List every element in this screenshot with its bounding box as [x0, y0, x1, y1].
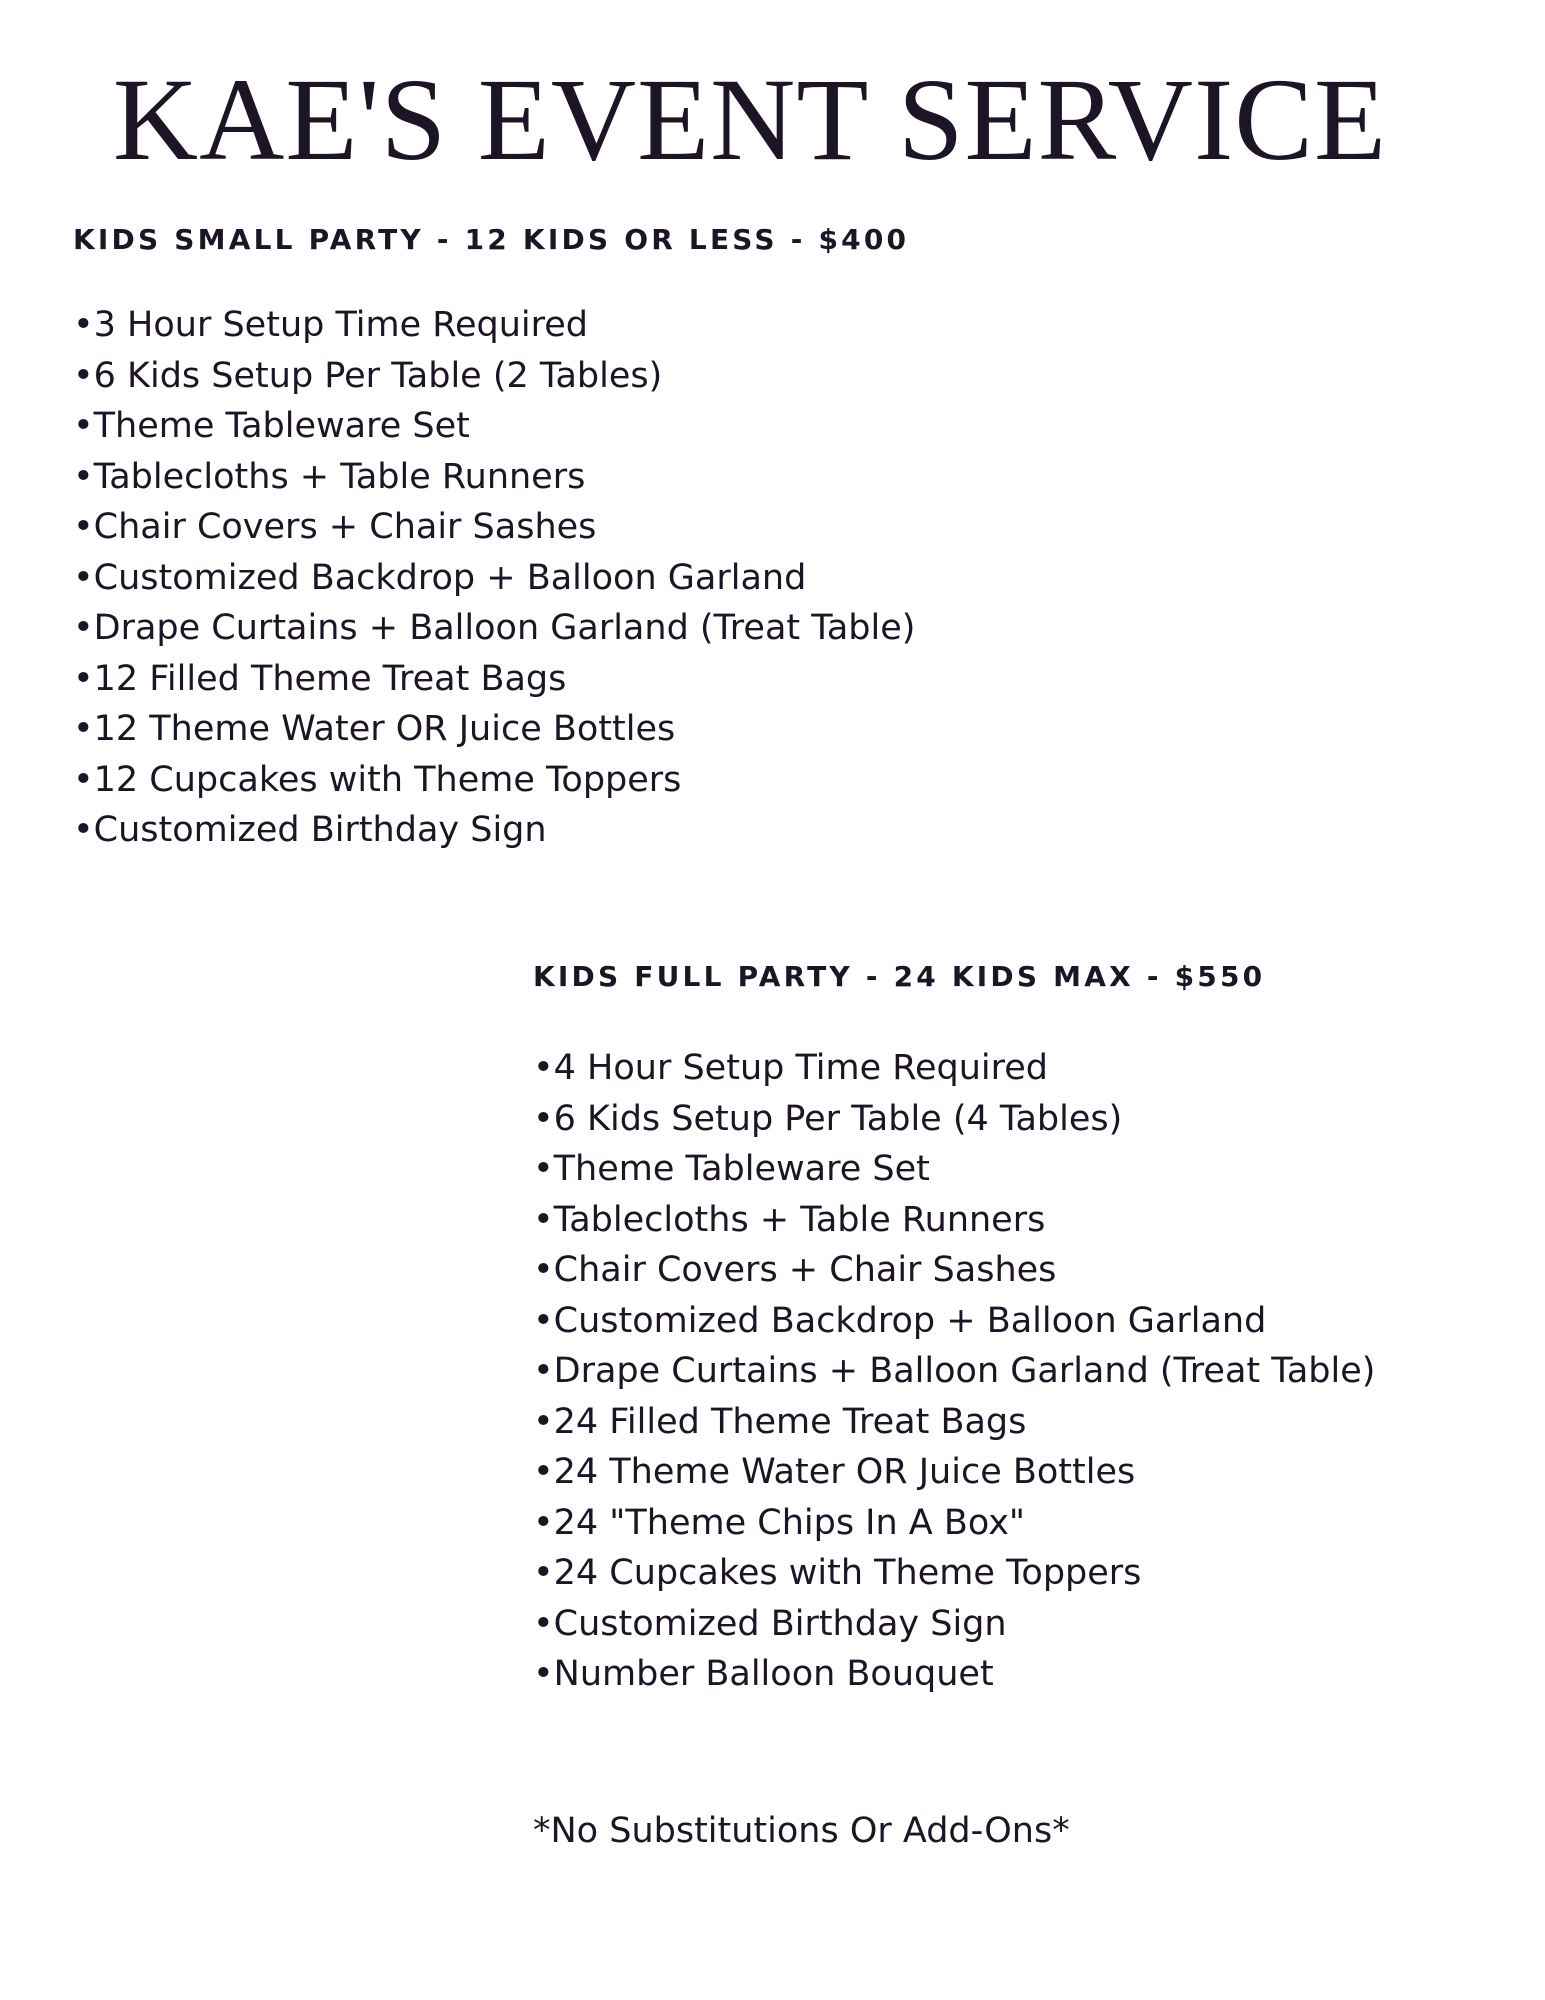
- list-item: •3 Hour Setup Time Required: [73, 305, 589, 345]
- list-item: •Customized Birthday Sign: [533, 1603, 1007, 1644]
- full-party-heading: KIDS FULL PARTY - 24 KIDS MAX - $550: [533, 960, 1266, 993]
- page-title: KAE'S EVENT SERVICE: [112, 54, 1388, 185]
- list-item: •Number Balloon Bouquet: [533, 1654, 994, 1694]
- list-item: •4 Hour Setup Time Required: [533, 1048, 1049, 1088]
- list-item: •24 Filled Theme Treat Bags: [533, 1401, 1027, 1442]
- list-item: •12 Filled Theme Treat Bags: [73, 658, 567, 699]
- list-item: •Theme Tableware Set: [73, 406, 470, 446]
- list-item: •Customized Backdrop + Balloon Garland: [533, 1300, 1267, 1341]
- small-party-items: [73, 300, 915, 856]
- list-item: •24 "Theme Chips In A Box": [533, 1502, 1026, 1543]
- list-item: •12 Cupcakes with Theme Toppers: [73, 759, 682, 800]
- list-item: •Customized Birthday Sign: [73, 810, 547, 850]
- list-item: •6 Kids Setup Per Table (4 Tables): [533, 1098, 1123, 1139]
- list-item: •Chair Covers + Chair Sashes: [533, 1250, 1057, 1290]
- list-item: •Tablecloths + Table Runners: [533, 1199, 1046, 1240]
- list-item: •Customized Backdrop + Balloon Garland: [73, 557, 807, 598]
- list-item: •24 Theme Water OR Juice Bottles: [533, 1452, 1136, 1492]
- footnote: *No Substitutions Or Add-Ons*: [533, 1811, 1070, 1851]
- list-item: •Chair Covers + Chair Sashes: [73, 507, 597, 547]
- list-item: •12 Theme Water OR Juice Bottles: [73, 709, 676, 749]
- list-item: •Drape Curtains + Balloon Garland (Treat Table): [533, 1351, 1376, 1391]
- list-item: •Drape Curtains + Balloon Garland (Treat Table): [73, 608, 916, 648]
- list-item: •Theme Tableware Set: [533, 1149, 930, 1189]
- list-item: •Tablecloths + Table Runners: [73, 456, 586, 497]
- list-item: •6 Kids Setup Per Table (2 Tables): [73, 355, 663, 396]
- small-party-heading: KIDS SMALL PARTY - 12 KIDS OR LESS - $400: [73, 223, 910, 256]
- list-item: •24 Cupcakes with Theme Toppers: [533, 1553, 1142, 1593]
- small-party-section: [73, 220, 915, 856]
- full-party-section: [533, 957, 1375, 1700]
- full-party-items: [533, 1043, 1375, 1700]
